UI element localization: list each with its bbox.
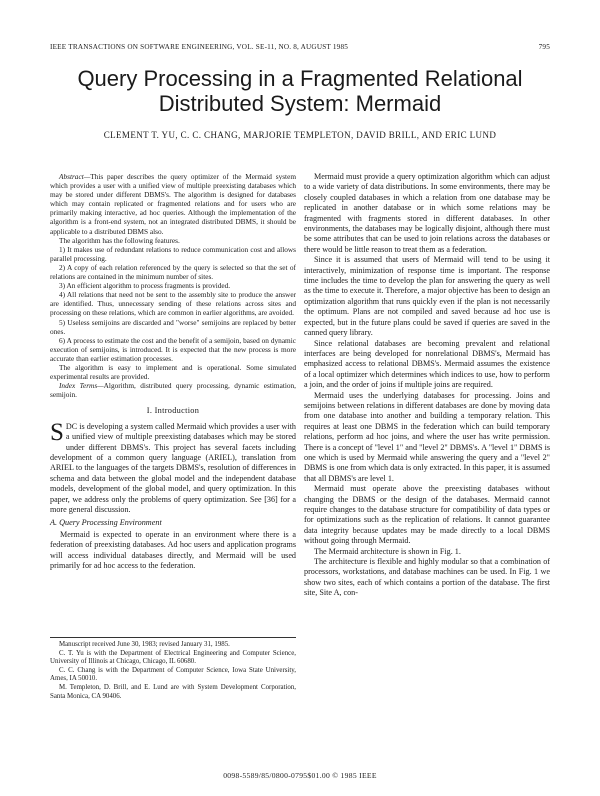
- abstract-text: This paper describes the query optimizer of the Mermaid system which provides a user with a unified view of multiple preexisting databases which may be stored under different DBMS's. The algorithm is designed for databases which may contain replicated or fragmented relations and for users who are primarily making interactive, ad hoc queries. Although the implementation of the algorithm is a front-end system, not an integrated distributed DBMS, it should be applicable to a distributed DBMS also.: [50, 172, 296, 236]
- body-paragraph: The Mermaid architecture is shown in Fig. 1.: [314, 546, 461, 556]
- copyright-line: 0098-5589/85/0800-0795$01.00 © 1985 IEEE: [223, 771, 377, 780]
- paper-title: Query Processing in a Fragmented Relational Distributed System: Mermaid: [77, 66, 523, 116]
- right-column: [304, 172, 550, 599]
- running-head: [50, 43, 550, 53]
- abstract: [50, 172, 296, 399]
- body-paragraph: Mermaid must operate above the preexisting databases without changing the DBMS or the design of the databases. Mermaid cannot require changes to the database structure for compatibility of data types or for optimizations such as the replication of relations. It cannot guarantee data integrity because updates may be made directly to a local DBMS without going through Mermaid.: [304, 484, 550, 546]
- author-list: CLEMENT T. YU, C. C. CHANG, MARJORIE TEMPLETON, DAVID BRILL, AND ERIC LUND: [103, 130, 497, 140]
- body-paragraph: Mermaid must provide a query optimization algorithm which can adjust to a wide variety of data distributions. In some environments, there may be closely coupled databases in which a relation from one database may be replicated in another database or in which some relations may be fragmented with fragments stored in different databases. In other environments, the databases may be logically disjoint, although there must be some attributes that can be used to join relations across the databases or there would be little reason to treat them as a federation.: [304, 172, 550, 254]
- section-heading-introduction: I. Introduction: [146, 406, 200, 416]
- body-paragraph: The architecture is flexible and highly modular so that a combination of processors, workstations, and database machines can be used. In Fig. 1 we show two sites, each of which contains a portion of the database. The first site, Site A, con-: [304, 557, 550, 598]
- index-terms-label: Index Terms—: [59, 381, 104, 391]
- index-terms-text: Algorithm, distributed query processing, dynamic estimation, semijoin.: [50, 381, 296, 400]
- footnote: Manuscript received June 30, 1983; revised January 31, 1985.: [59, 641, 230, 648]
- feature-item: 6) A process to estimate the cost and the benefit of a semijoin, based on dynamic execution of semijoins, is introduced. It is expected that the new process is more accurate than earlier estimation processes.: [50, 335, 296, 363]
- body-paragraph: Since relational databases are becoming prevalent and relational interfaces are being developed for nonrelational DBMS's, Mermaid has emphasized access to relational DBMS's. Mermaid assumes the existence of a local optimizer which determines which indices to use, how to perform a join, and the order of joins if multiple joins are required.: [304, 338, 550, 390]
- feature-item: 3) An efficient algorithm to process fragments is provided.: [59, 281, 231, 291]
- feature-item: 2) A copy of each relation referenced by the query is selected so that the set of relations are contained in the minimum number of sites.: [50, 262, 296, 282]
- drop-cap: S: [50, 418, 64, 446]
- intro-paragraph-text: DC is developing a system called Mermaid which provides a user with a unified view of multiple preexisting databases which may be stored under different DBMS's. This project has several facets including development of a common query language (ARIEL), translation from ARIEL to the languages of the targets DBMS's, resolution of differences in schema and data between the global model and the independent database models, development of the global model, and query optimization. In this paper, we address only the problems of query optimization. See [36] for a more general discussion.: [50, 421, 296, 514]
- journal-citation: IEEE TRANSACTIONS ON SOFTWARE ENGINEERING, VOL. SE-11, NO. 8, AUGUST 1985: [50, 43, 349, 51]
- page-number: 795: [538, 43, 550, 51]
- footnotes: [50, 637, 296, 701]
- subsection-heading: A. Query Processing Environment: [50, 518, 162, 528]
- footnote-divider: [50, 637, 296, 638]
- index-terms: [50, 381, 296, 399]
- abstract-label: Abstract—: [59, 172, 91, 181]
- body-paragraph: Since it is assumed that users of Mermaid will tend to be using it interactively, minimization of response time is important. The response time includes the time to develop the plan for answering the query as well as the time to execute it. Therefore, a major objective has been to design an optimization algorithm that runs quickly even if the plan is not necessarily the optimum. Plans are not compiled and saved because ad hoc use is expected, but in the future plans could be saved if queries are saved in the canned query library.: [304, 255, 550, 338]
- features-intro: The algorithm has the following features.: [59, 235, 180, 245]
- feature-item: 5) Useless semijoins are discarded and "worse" semijoins are replaced by better ones.: [50, 317, 296, 336]
- intro-paragraph: [50, 418, 296, 516]
- footnote: C. T. Yu is with the Department of Electrical Engineering and Computer Science, University of Illinois at Chicago, Chicago, IL 60680.: [50, 649, 296, 666]
- feature-item: 4) All relations that need not be sent to the assembly site to produce the answer are identified. Thus, unnecessary sending of these relations across sites and processing on these relations, which are common in earlier algorithms, are avoided.: [50, 290, 296, 318]
- footnote: C. C. Chang is with the Department of Computer Science, Iowa State University, Ames, IA 50010.: [50, 666, 296, 683]
- environment-paragraph: Mermaid is expected to operate in an environment where there is a federation of preexisting databases. Ad hoc users and application programs will access individual databases directly, and Mermaid will be used primarily for ad hoc access to the federation.: [50, 529, 296, 571]
- left-column: [50, 172, 296, 571]
- abstract-closing: The algorithm is easy to implement and is operational. Some simulated experimental results are provided.: [50, 362, 296, 382]
- footnote: M. Templeton, D. Brill, and E. Lund are with System Development Corporation, Santa Monica, CA 90406.: [50, 683, 296, 700]
- feature-item: 1) It makes use of redundant relations to reduce communication cost and allows parallel processing.: [50, 244, 296, 263]
- body-paragraph: Mermaid uses the underlying databases for processing. Joins and semijoins between relations in different databases are done by moving data from one database into another and building a temporary relation. This requires at least one DBMS in the federation which can build temporary relations, perform ad hoc joins, and where the user has write permission. There is a concept of "level 1" and "level 2" DBMS's. A "level 1" DBMS is one which is used by Mermaid while answering the query and a "level 2" DBMS is one from which data is only extracted. In this paper, it is assumed that all DBMS's are level 1.: [304, 390, 550, 483]
